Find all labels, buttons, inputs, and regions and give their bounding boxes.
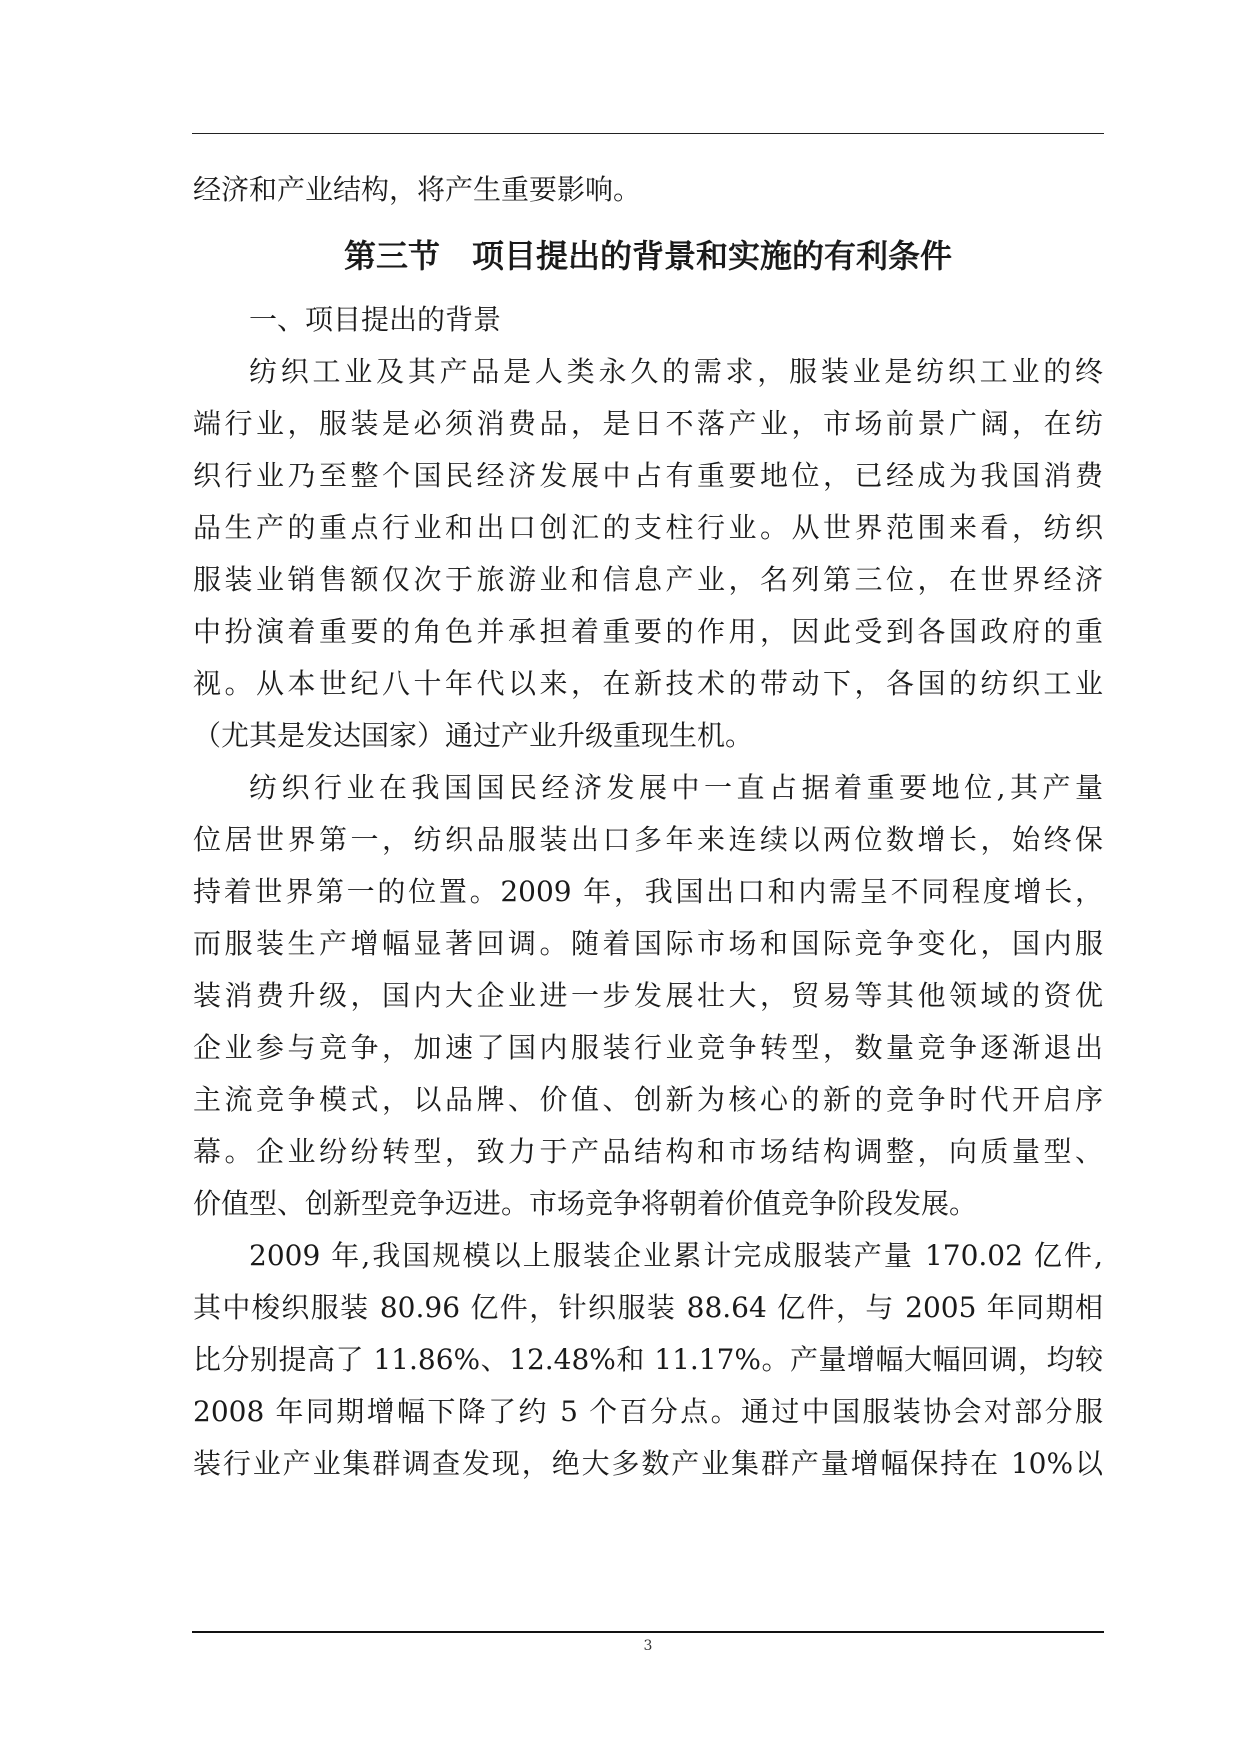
paragraph-line: 而服装生产增幅显著回调。随着国际市场和国际竞争变化，国内服 (193, 927, 1103, 960)
paragraph-line: 位居世界第一，纺织品服装出口多年来连续以两位数增长，始终保 (193, 823, 1103, 856)
subheading: 一、项目提出的背景 (249, 303, 502, 336)
paragraph-line: 2008 年同期增幅下降了约 5 个百分点。通过中国服装协会对部分服 (193, 1395, 1103, 1428)
paragraph-line: 端行业，服装是必须消费品，是日不落产业，市场前景广阔，在纺 (193, 407, 1103, 440)
paragraph-line: 织行业乃至整个国民经济发展中占有重要地位，已经成为我国消费 (193, 459, 1103, 492)
header-rule (192, 133, 1104, 134)
continued-text: 经济和产业结构，将产生重要影响。 (193, 173, 642, 206)
paragraph-line: 其中梭织服装 80.96 亿件，针织服装 88.64 亿件，与 2005 年同期相 (193, 1291, 1103, 1324)
paragraph-line: 企业参与竞争，加速了国内服装行业竞争转型，数量竞争逐渐退出 (193, 1031, 1103, 1064)
paragraph-line: 中扮演着重要的角色并承担着重要的作用，因此受到各国政府的重 (193, 615, 1103, 648)
paragraph-line: 幕。企业纷纷转型，致力于产品结构和市场结构调整，向质量型、 (193, 1135, 1103, 1168)
paragraph-line: 装行业产业集群调查发现，绝大多数产业集群产量增幅保持在 10%以 (193, 1447, 1103, 1480)
paragraph-3 (193, 1230, 1103, 1490)
paragraph-line: 价值型、创新型竞争迈进。市场竞争将朝着价值竞争阶段发展。 (193, 1187, 978, 1220)
section-title: 第三节 项目提出的背景和实施的有利条件 (343, 237, 952, 275)
footer-rule (192, 1631, 1104, 1633)
paragraph-line: 装消费升级，国内大企业进一步发展壮大，贸易等其他领域的资优 (193, 979, 1103, 1012)
page-number: 3 (643, 1638, 653, 1654)
paragraph-line: 服装业销售额仅次于旅游业和信息产业，名列第三位，在世界经济 (193, 563, 1103, 596)
paragraph-line: 持着世界第一的位置。2009 年，我国出口和内需呈不同程度增长， (193, 875, 1103, 908)
paragraph-line: 2009 年,我国规模以上服装企业累计完成服装产量 170.02 亿件, (249, 1239, 1103, 1272)
paragraph-line: 主流竞争模式，以品牌、价值、创新为核心的新的竞争时代开启序 (193, 1083, 1103, 1116)
paragraph-line: 比分别提高了 11.86%、12.48%和 11.17%。产量增幅大幅回调，均较 (193, 1343, 1103, 1376)
paragraph-line: 品生产的重点行业和出口创汇的支柱行业。从世界范围来看，纺织 (193, 511, 1103, 544)
paragraph-line: 纺织行业在我国国民经济发展中一直占据着重要地位,其产量 (249, 771, 1103, 804)
paragraph-line: 纺织工业及其产品是人类永久的需求，服装业是纺织工业的终 (249, 355, 1103, 388)
paragraph-line: 视。从本世纪八十年代以来，在新技术的带动下，各国的纺织工业 (193, 667, 1103, 700)
paragraph-2 (193, 762, 1103, 1230)
paragraph-1 (193, 346, 1103, 762)
page-content (193, 164, 1103, 1490)
paragraph-line: （尤其是发达国家）通过产业升级重现生机。 (193, 719, 754, 752)
